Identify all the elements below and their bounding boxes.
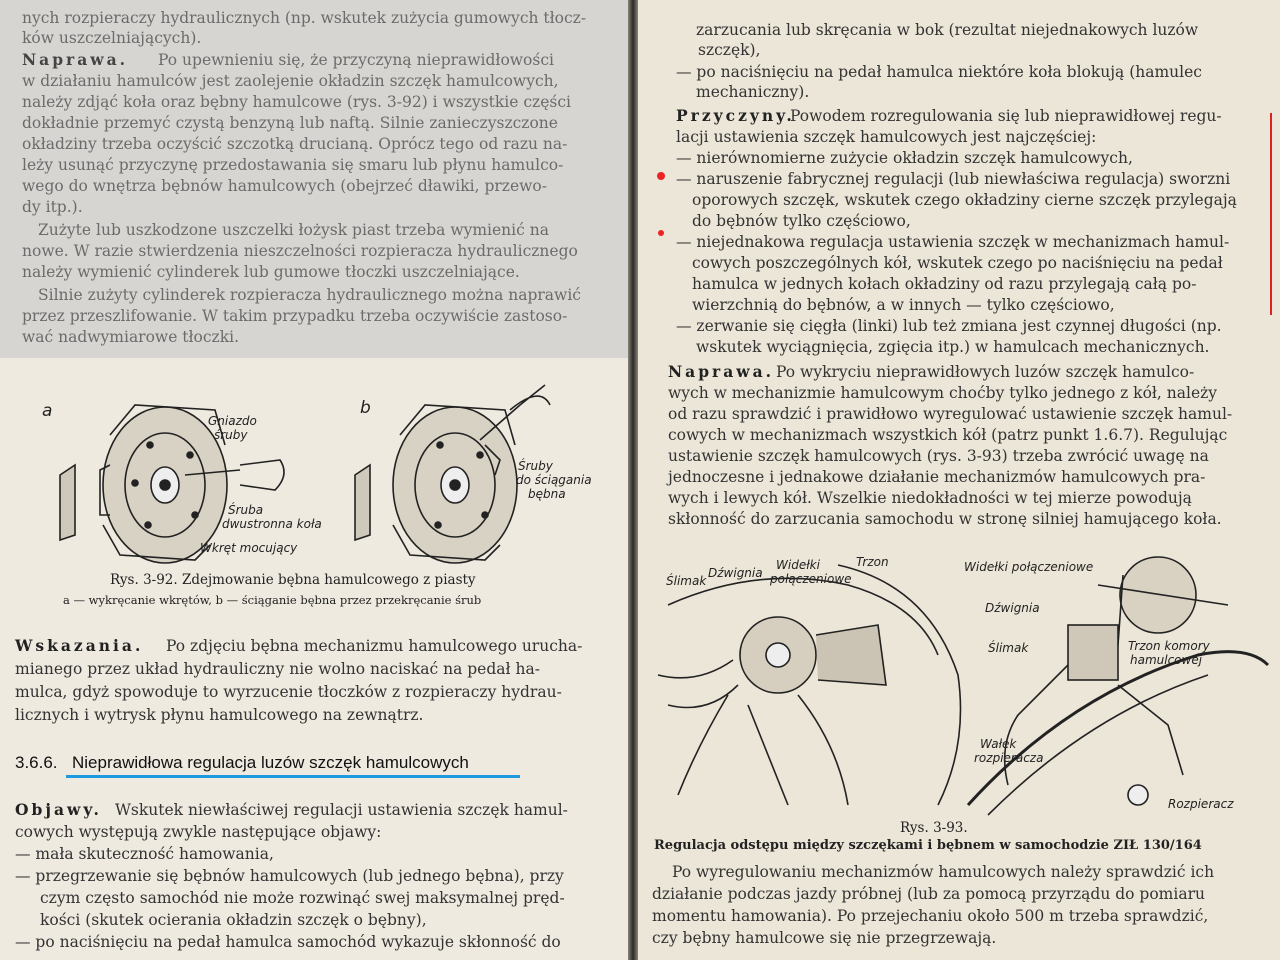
text-line: Wskutek niewłaściwej regulacji ustawienia szczęk hamul- xyxy=(115,801,568,819)
text-line: nych rozpieraczy hydraulicznych (np. wskutek zużycia gumowych tłocz- xyxy=(22,9,587,27)
text-line: zarzucania lub skręcania w bok (rezultat niejednakowych luzów xyxy=(696,21,1199,39)
list-item: — po naciśnięciu na pedał hamulca samochód wykazuje skłonność do xyxy=(15,933,561,951)
text-line: momentu hamowania). Po przejechaniu około 500 m trzeba sprawdzić, xyxy=(652,907,1209,925)
list-item: — naruszenie fabrycznej regulacji (lub niewłaściwa regulacja) sworzni xyxy=(676,170,1231,188)
list-item: — mała skuteczność hamowania, xyxy=(15,845,274,863)
list-item: — zerwanie się cięgła (linki) lub też zmiana jest czynnej długości (np. xyxy=(676,317,1222,335)
label-dzwignia-right: Dźwignia xyxy=(985,601,1040,615)
text-line: Po upewnieniu się, że przyczyną nieprawidłowości xyxy=(158,51,554,69)
label-hamulcowej: hamulcowej xyxy=(1130,653,1203,667)
label-dzwignia: Dźwignia xyxy=(708,566,763,580)
label-rozpieracza: rozpieracza xyxy=(974,751,1044,765)
text-line: dokładnie przemyć czystą benzyną lub naftą. Silnie zanieczyszczone xyxy=(22,114,558,132)
przyczyny-label: Przyczyny. xyxy=(676,106,795,125)
text-line: mechaniczny). xyxy=(696,83,810,101)
text-line: wego do wnętrza bębnów hamulcowych (obejrzeć dławiki, przewo- xyxy=(22,177,547,195)
text-line: Po wyregulowaniu mechanizmów hamulcowych należy sprawdzić ich xyxy=(672,863,1215,881)
text-line: licznych i wytrysk płynu hamulcowego na zewnątrz. xyxy=(15,706,424,724)
label-sruby: śruby xyxy=(214,428,248,442)
figure-caption: Regulacja odstępu między szczękami i bębnem w samochodzie ZIŁ 130/164 xyxy=(654,838,1202,853)
label-rozpieracz: Rozpieracz xyxy=(1168,797,1234,811)
text-line: jednoczesne i jednakowe działanie mechanizmów hamulcowych pra- xyxy=(668,468,1206,486)
text-line: cowych w mechanizmach wszystkich kół (patrz punkt 1.6.7). Regulując xyxy=(668,426,1228,444)
text-line: wskutek wyciągnięcia, zgięcia itp.) w hamulcach mechanicznych. xyxy=(696,338,1210,356)
figure-caption: Rys. 3-92. Zdejmowanie bębna hamulcowego z piasty xyxy=(110,572,476,588)
text-line: wych i lewych kół. Wszelkie niedokładności w tej mierze powodują xyxy=(668,489,1192,507)
brake-adjustment-illustration xyxy=(638,545,1280,815)
text-line: dy itp.). xyxy=(22,198,83,216)
figure-caption-sub: a — wykręcanie wkrętów, b — ściąganie bębna przez przekręcanie śrub xyxy=(63,593,482,607)
text-line: Po wykryciu nieprawidłowych luzów szczęk hamulco- xyxy=(776,363,1195,381)
text-line: ustawienie szczęk hamulcowych (rys. 3-93) trzeba zwrócić uwagę na xyxy=(668,447,1209,465)
text-line: oporowych szczęk, wskutek czego okładziny cierne szczęk przylegają xyxy=(692,191,1237,209)
text-line: okładziny trzeba oczyścić szczotką drucianą. Oprócz tego od razu na- xyxy=(22,135,568,153)
text-line: czy bębny hamulcowe się nie przegrzewają. xyxy=(652,929,997,947)
left-page xyxy=(0,0,628,960)
naprawa-label-right: Naprawa. xyxy=(668,362,775,381)
text-line: w działaniu hamulców jest zaolejenie okładzin szczęk hamulcowych, xyxy=(22,72,559,90)
label-bebna: bębna xyxy=(528,487,566,501)
list-item: — nierównomierne zużycie okładzin szczęk hamulcowych, xyxy=(676,149,1133,167)
list-item: — przegrzewanie się bębnów hamulcowych (lub jednego bębna), przy xyxy=(15,867,564,885)
text-line: czym często samochód nie może rozwinąć swej maksymalnej pręd- xyxy=(40,889,565,907)
text-line: Powodem rozregulowania się lub nieprawidłowej regu- xyxy=(790,107,1222,125)
text-line: szczęk), xyxy=(698,41,761,59)
red-marker-dot xyxy=(658,230,664,236)
text-line: wych w mechanizmie hamulcowym choćby tylko jednego z kół, należy xyxy=(668,384,1218,402)
label-widelki: Widełki xyxy=(776,558,820,572)
text-line: Zużyte lub uszkodzone uszczelki łożysk piast trzeba wymienić na xyxy=(38,221,549,239)
text-line: cowych występują zwykle następujące objawy: xyxy=(15,823,382,841)
book-gutter xyxy=(628,0,638,960)
label-widelki-right: Widełki połączeniowe xyxy=(964,560,1094,574)
text-line: mulca, gdyż spowoduje to wyrzucenie tłoczków z rozpieraczy hydrau- xyxy=(15,683,562,701)
text-line: przez przeszlifowanie. W takim przypadku trzeba oczywiście zastoso- xyxy=(22,307,568,325)
figure-caption-number: Rys. 3-93. xyxy=(900,820,968,836)
text-line: ków uszczelniających). xyxy=(22,29,202,47)
list-item: — po naciśnięciu na pedał hamulca niektóre koła blokują (hamulec xyxy=(676,63,1202,81)
label-dwustronna-kola: dwustronna koła xyxy=(222,517,322,531)
text-line: leży usunąć przyczynę przedostawania się smaru lub płynu hamulco- xyxy=(22,156,564,174)
label-wkret: Wkręt mocujący xyxy=(200,541,298,555)
text-line: wierzchnią do bębnów, a w innych — tylko częściowo, xyxy=(692,296,1115,314)
red-margin-marker xyxy=(1270,113,1272,315)
label-sruby-b: Śruby xyxy=(518,459,553,473)
text-line: hamulca w jednych kołach okładziny od razu przylegają całą po- xyxy=(692,275,1197,293)
list-item: — niejednakowa regulacja ustawienia szczęk w mechanizmach hamul- xyxy=(676,233,1230,251)
text-line: lacji ustawienia szczęk hamulcowych jest najczęściej: xyxy=(676,128,1097,146)
label-walek: Wałek xyxy=(980,737,1017,751)
text-line: działanie podczas jazdy próbnej (lub za pomocą przyrządu do pomiaru xyxy=(652,885,1205,903)
label-sruba: Śruba xyxy=(228,503,264,517)
text-line: Po zdjęciu bębna mechanizmu hamulcowego urucha- xyxy=(166,637,583,655)
figure-label-a: a xyxy=(42,401,53,421)
text-line: mianego przez układ hydrauliczny nie wolno naciskać na pedał ha- xyxy=(15,660,540,678)
text-line: nowe. W razie stwierdzenia nieszczelności rozpieracza hydraulicznego xyxy=(22,242,578,260)
label-gniazdo: Gniazdo xyxy=(208,414,257,428)
label-slimak: Ślimak xyxy=(666,574,707,588)
label-polaczeniowe: połączeniowe xyxy=(770,572,852,586)
text-line: do bębnów tylko częściowo, xyxy=(692,212,911,230)
section-number: 3.6.6. xyxy=(15,753,58,772)
text-line: Silnie zużyty cylinderek rozpieracza hydraulicznego można naprawić xyxy=(38,286,581,304)
red-marker-dot xyxy=(657,172,665,180)
text-line: cowych poszczególnych kół, wskutek czego po naciśnięciu na pedał xyxy=(692,254,1223,272)
label-do-sciagania: do ściągania xyxy=(516,473,592,487)
figure-label-b: b xyxy=(360,398,371,418)
label-slimak-right: Ślimak xyxy=(988,641,1029,655)
wskazania-label: Wskazania. xyxy=(15,636,144,655)
objawy-label: Objawy. xyxy=(15,800,102,819)
text-line: należy zdjąć koła oraz bębny hamulcowe (rys. 3-92) i wszystkie części xyxy=(22,93,571,111)
naprawa-label: Naprawa. xyxy=(22,50,129,69)
text-line: skłonność do zarzucania samochodu w stronę silniej hamującego koła. xyxy=(668,510,1222,528)
right-page xyxy=(638,0,1280,960)
label-trzon-komory: Trzon komory xyxy=(1128,639,1210,653)
section-title-underline xyxy=(66,775,520,778)
text-line: wać nadwymiarowe tłoczki. xyxy=(22,328,239,346)
text-line: kości (skutek ocierania okładzin szczęk o bębny), xyxy=(40,911,427,929)
label-trzon: Trzon xyxy=(856,555,889,569)
section-title: Nieprawidłowa regulacja luzów szczęk hamulcowych xyxy=(72,753,469,772)
text-line: należy wymienić cylinderek lub gumowe tłoczki uszczelniające. xyxy=(22,263,520,281)
text-line: od razu sprawdzić i prawidłowo wyregulować ustawienie szczęk hamul- xyxy=(668,405,1233,423)
